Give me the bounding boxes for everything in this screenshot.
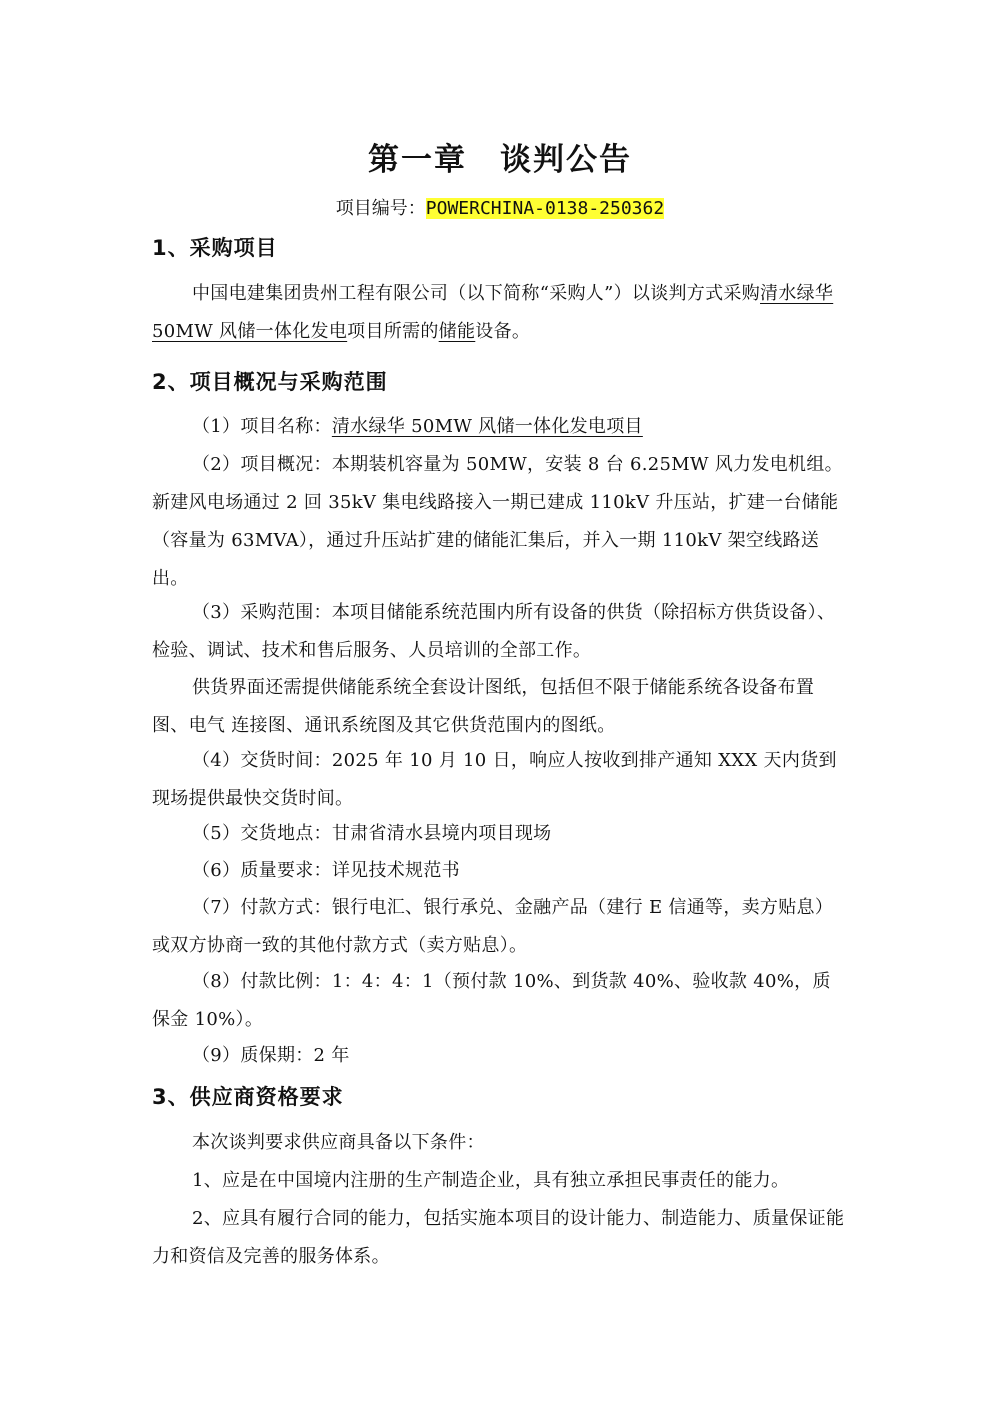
project-number	[0, 194, 1000, 220]
item-supply-interface: 供货界面还需提供储能系统全套设计图纸，包括但不限于储能系统各设备布置图、电气 连接图、通讯系统图及其它供货范围内的图纸。	[152, 677, 815, 736]
procurement-text-a: 中国电建集团贵州工程有限公司（以下简称“采购人”）以谈判方式采购	[192, 283, 761, 304]
qualification-intro: 本次谈判要求供应商具备以下条件：	[192, 1132, 485, 1153]
project-number-label: 项目编号：	[335, 198, 426, 219]
item-delivery-time: （4）交货时间：2025 年 10 月 10 日，响应人按收到排产通知 XXX 天内货到现场提供最快交货时间。	[152, 750, 837, 809]
procurement-equipment-type: 储能	[438, 321, 476, 342]
item-project-name-label: （1）项目名称：	[192, 416, 332, 437]
qualification-requirement-1: 1、应是在中国境内注册的生产制造企业，具有独立承担民事责任的能力。	[192, 1170, 790, 1191]
procurement-project-name: 清水绿华 50MW 风储一体化发电	[152, 283, 834, 342]
item-payment-method: （7）付款方式：银行电汇、银行承兑、金融产品（建行 E 信通等，卖方贴息）或双方协商一致的其他付款方式（卖方贴息）。	[152, 897, 834, 956]
section-heading-overview-scope: 2、项目概况与采购范围	[152, 370, 388, 394]
procurement-text-c: 设备。	[475, 321, 531, 342]
page-title: 第一章 谈判公告	[368, 142, 632, 178]
item-delivery-location: （5）交货地点：甘肃省清水县境内项目现场	[192, 823, 552, 844]
item-procurement-scope: （3）采购范围：本项目储能系统范围内所有设备的供货（除招标方供货设备）、检验、调试、技术和售后服务、人员培训的全部工作。	[152, 602, 836, 661]
qualification-requirement-2: 2、应具有履行合同的能力，包括实施本项目的设计能力、制造能力、质量保证能力和资信及完善的服务体系。	[152, 1208, 845, 1267]
procurement-text-b: 项目所需的	[347, 321, 439, 342]
item-project-overview: （2）项目概况：本期装机容量为 50MW，安装 8 台 6.25MW 风力发电机组。新建风电场通过 2 回 35kV 集电线路接入一期已建成 110kV 升压站，扩建一台储能（容量为 63MVA），通过升压站扩建的储能汇集后，并入一期 110kV 架空线路送出。	[152, 454, 843, 589]
section-heading-procurement-item: 1、采购项目	[152, 236, 278, 260]
section-heading-supplier-qualification: 3、供应商资格要求	[152, 1085, 344, 1109]
procurement-item-paragraph	[152, 275, 849, 351]
item-payment-ratio: （8）付款比例：1：4：4：1（预付款 10%、到货款 40%、验收款 40%，质保金 10%）。	[152, 971, 831, 1030]
item-quality-requirement: （6）质量要求：详见技术规范书	[192, 860, 460, 881]
item-project-name	[152, 408, 849, 446]
project-number-value: POWERCHINA-0138-250362	[425, 198, 665, 219]
item-warranty-period: （9）质保期：2 年	[192, 1045, 350, 1066]
item-project-name-value: 清水绿华 50MW 风储一体化发电项目	[331, 416, 643, 437]
